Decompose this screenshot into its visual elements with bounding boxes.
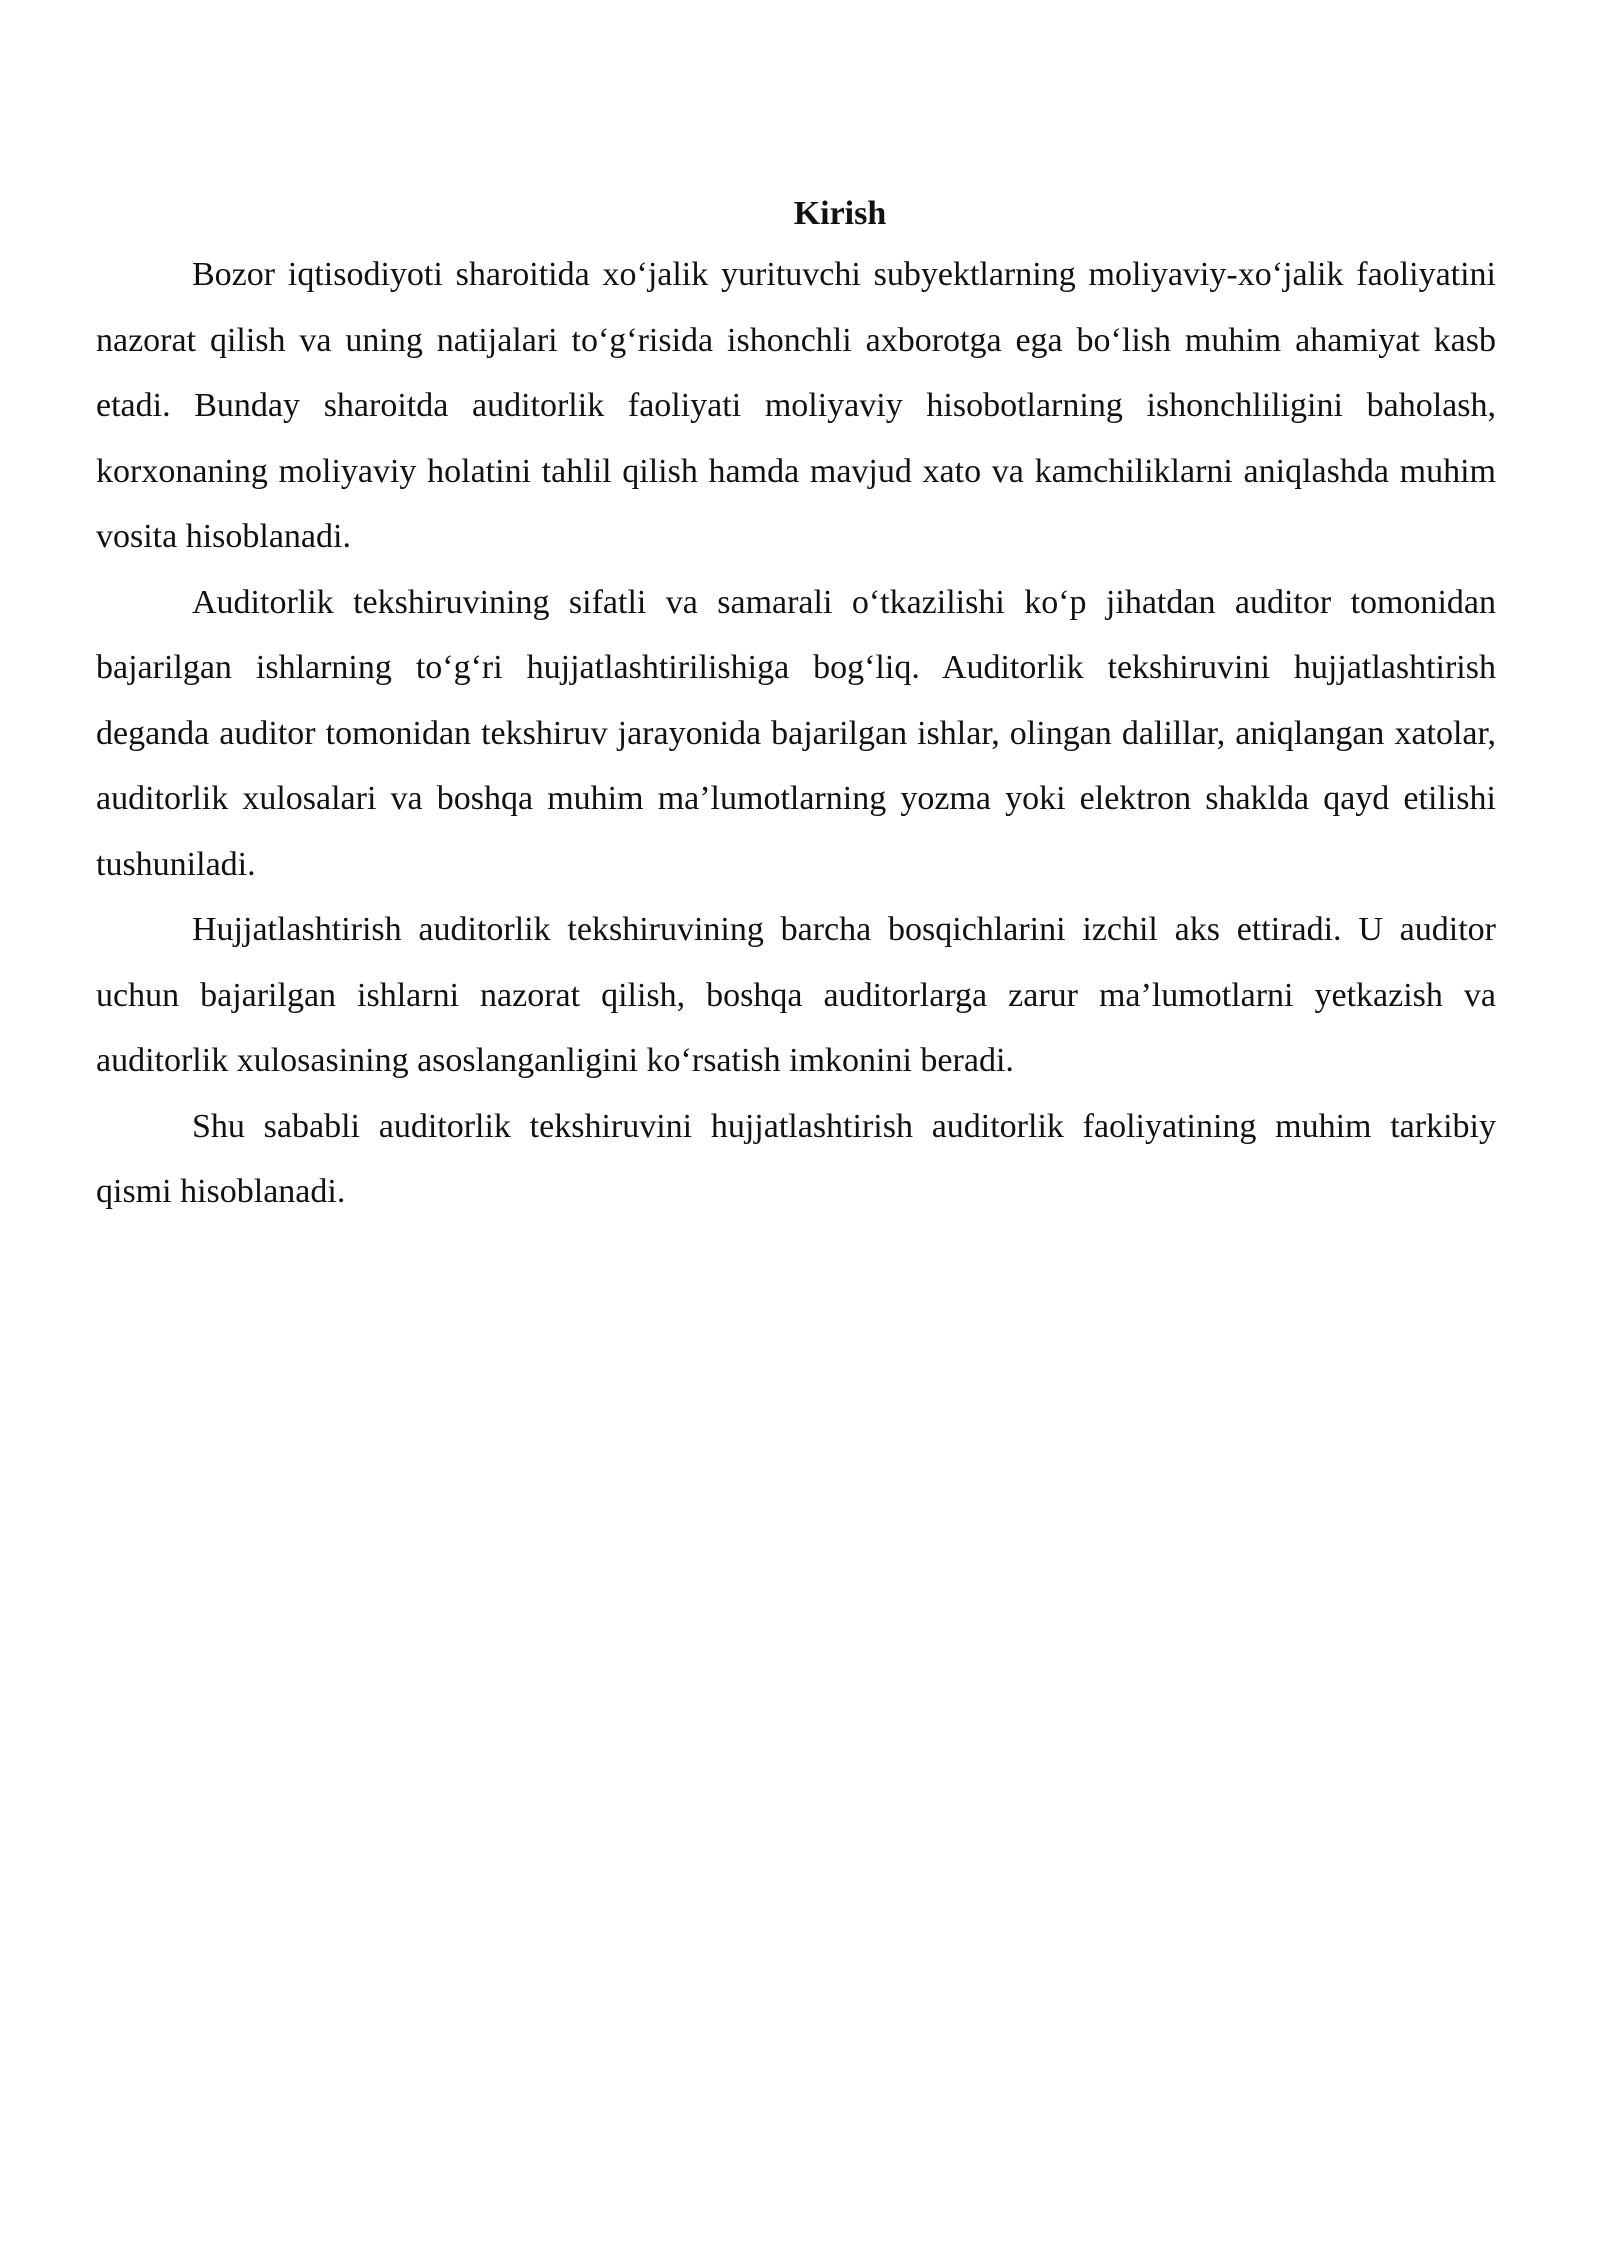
paragraph-4: Shu sababli auditorlik tekshiruvini hujjatlashtirish auditorlik faoliyatining muhim tarkibiy qismi hisoblanadi.: [96, 1107, 1496, 1210]
paragraph-2: Auditorlik tekshiruvining sifatli va samarali o‘tkazilishi ko‘p jihatdan auditor tomonidan bajarilgan ishlarning to‘g‘ri hujjatlashtirilishiga bog‘liq. Auditorlik tekshiruvini hujjatlashtirish deganda auditor tomonidan tekshiruv jarayonida bajarilgan ishlar, olingan dalillar, aniqlangan xatolar, auditorlik xulosalari va boshqa muhim ma’lumotlarning yozma yoki elektron shaklda qayd etilishi tushuniladi.: [96, 583, 1496, 883]
document-body: [96, 186, 1496, 1225]
paragraph-1: Bozor iqtisodiyoti sharoitida xo‘jalik yurituvchi subyektlarning moliyaviy-xo‘jalik faoliyatini nazorat qilish va uning natijalari to‘g‘risida ishonchli axborotga ega bo‘lish muhim ahamiyat kasb etadi. Bunday sharoitda auditorlik faoliyati moliyaviy hisobotlarning ishonchliligini baholash, korxonaning moliyaviy holatini tahlil qilish hamda mavjud xato va kamchiliklarni aniqlashda muhim vosita hisoblanadi.: [96, 256, 1496, 555]
paragraph-3: Hujjatlashtirish auditorlik tekshiruvining barcha bosqichlarini izchil aks ettiradi. U auditor uchun bajarilgan ishlarni nazorat qilish, boshqa auditorlarga zarur ma’lumotlarni yetkazish va auditorlik xulosasining asoslanganligini ko‘rsatish imkonini beradi.: [96, 911, 1496, 1079]
page-title: Kirish: [793, 195, 887, 232]
